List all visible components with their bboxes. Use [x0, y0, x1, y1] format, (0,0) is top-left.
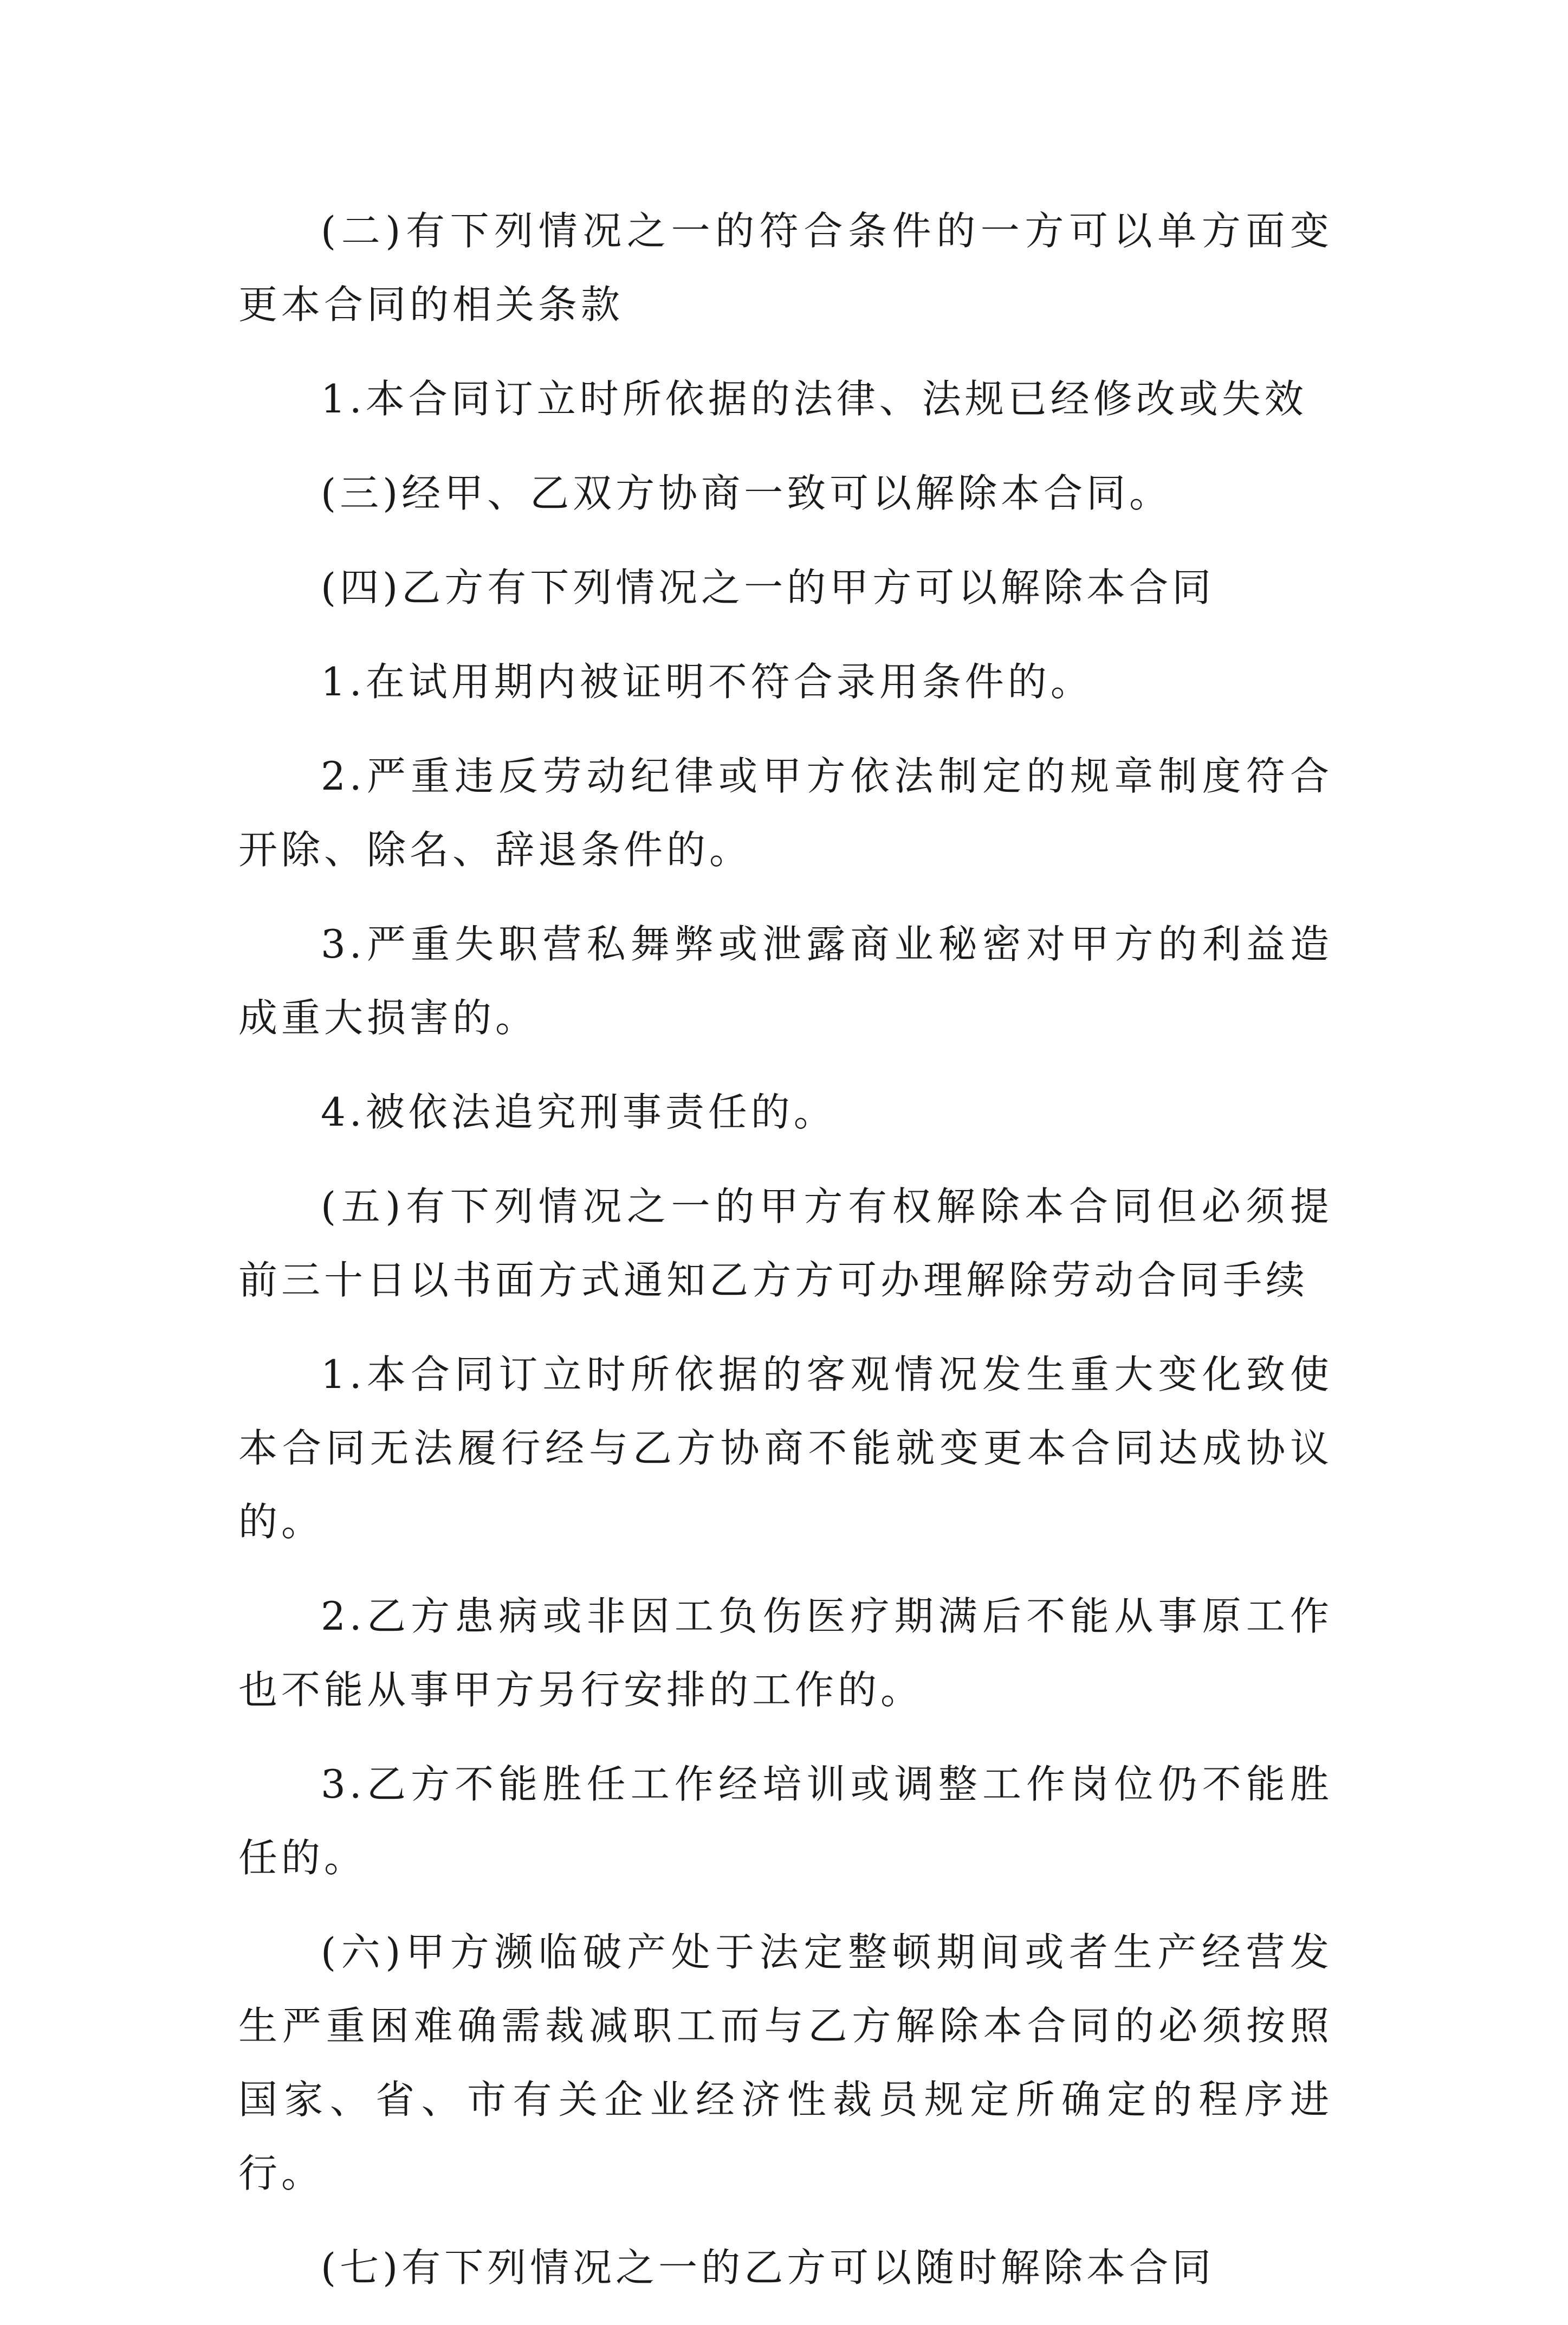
paragraph-clause-5: (五)有下列情况之一的甲方有权解除本合同但必须提前三十日以书面方式通知乙方方可办理解除劳动合同手续: [238, 1184, 1333, 1303]
paragraph-clause-4: (四)乙方有下列情况之一的甲方可以解除本合同: [321, 565, 1215, 610]
paragraph-clause-5-item-3: 3.乙方不能胜任工作经培训或调整工作岗位仍不能胜任的。: [238, 1761, 1333, 1881]
paragraph-clause-7: (七)有下列情况之一的乙方可以随时解除本合同: [321, 2245, 1215, 2290]
paragraph-clause-5-item-2: 2.乙方患病或非因工负伤医疗期满后不能从事原工作也不能从事甲方另行安排的工作的。: [238, 1593, 1333, 1713]
paragraph-clause-3: (三)经甲、乙双方协商一致可以解除本合同。: [321, 470, 1172, 516]
paragraph-clause-4-item-3: 3.严重失职营私舞弊或泄露商业秘密对甲方的利益造成重大损害的。: [238, 921, 1333, 1041]
paragraph-clause-6: (六)甲方濒临破产处于法定整顿期间或者生产经营发生严重困难确需裁减职工而与乙方解除本合同的必须按照国家、省、市有关企业经济性裁员规定所确定的程序进行。: [238, 1929, 1333, 2196]
paragraph-clause-2-item-1: 1.本合同订立时所依据的法律、法规已经修改或失效: [321, 376, 1307, 422]
paragraph-clause-4-item-1: 1.在试用期内被证明不符合录用条件的。: [321, 659, 1093, 705]
paragraph-clause-4-item-4: 4.被依法追究刑事责任的。: [321, 1089, 837, 1135]
paragraph-clause-2: (二)有下列情况之一的符合条件的一方可以单方面变更本合同的相关条款: [238, 208, 1333, 327]
document-body: [238, 194, 1333, 2325]
paragraph-clause-4-item-2: 2.严重违反劳动纪律或甲方依法制定的规章制度符合开除、除名、辞退条件的。: [238, 753, 1333, 873]
paragraph-clause-5-item-1: 1.本合同订立时所依据的客观情况发生重大变化致使本合同无法履行经与乙方协商不能就变更本合同达成协议的。: [238, 1352, 1333, 1545]
